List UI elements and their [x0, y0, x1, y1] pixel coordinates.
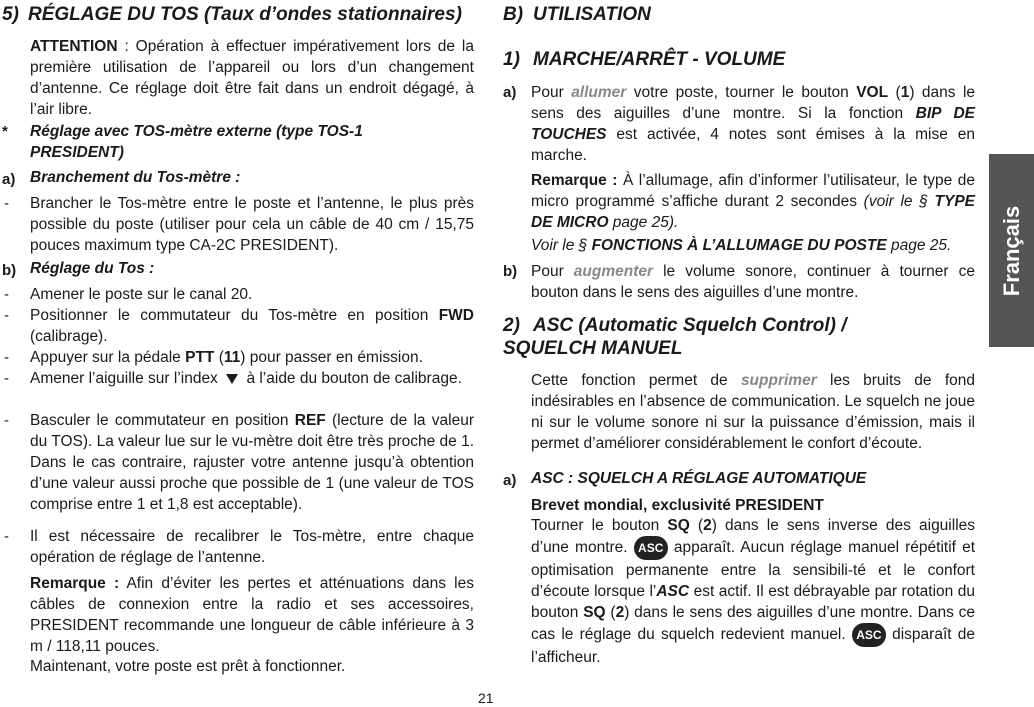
- brevet-line: Brevet mondial, exclusivité PRESIDENT: [531, 497, 824, 514]
- marker-b: b): [503, 263, 518, 280]
- language-label: Français: [998, 205, 1024, 296]
- reglage-tos-heading: Réglage du Tos :: [30, 260, 155, 277]
- list-item: Amener le poste sur le canal 20.: [30, 286, 253, 303]
- augmenter-paragraph: Pour augmenter le volume sonore, continuer à tourner ce bouton dans le sens des aiguilles d’une montre.: [531, 263, 975, 301]
- section-1-heading: 1) MARCHE/ARRÊT - VOLUME: [503, 49, 786, 70]
- marker-a: a): [503, 472, 517, 489]
- index-triangle-icon: [226, 374, 238, 384]
- voir-reference: Voir le § FONCTIONS À L’ALLUMAGE DU POSTE page 25.: [531, 237, 952, 254]
- marker-a: a): [2, 171, 16, 188]
- list-item: Il est nécessaire de recalibrer le Tos-mètre, entre chaque opération de réglage de l’antenne.: [30, 528, 474, 566]
- marker-b: b): [2, 262, 17, 279]
- attention-paragraph: ATTENTION : Opération à effectuer impérativement lors de la première utilisation de l’appareil ou lors d’un changement d’antenne. Ce réglage doit être fait dans un endroit dégagé, à l’air libre.: [30, 38, 474, 118]
- asc-detail-paragraph: Tourner le bouton SQ (2) dans le sens inverse des aiguilles d’une montre. ASC apparaît. Aucun réglage manuel répétitif et optimisation permanente entre la sensibili-té et le confort d’écoute lorsque l’ASC est actif. Il est débrayable par rotation du bouton SQ (2) dans le sens des aiguilles d’une montre. Dans ce cas le réglage du squelch redevient manuel. ASC disparaît de l’afficheur.: [531, 517, 976, 666]
- asc-indicator-icon: ASC: [634, 536, 668, 560]
- branchement-heading: Branchement du Tos-mètre :: [30, 169, 241, 186]
- remarque-paragraph: Remarque : À l’allumage, afin d’informer l’utilisateur, le type de micro programmé s’affiche durant 2 secondes (voir le § TYPE DE MICRO page 25).: [531, 172, 976, 231]
- list-item: Basculer le commutateur en position REF (lecture de la valeur du TOS). La valeur lue sur le vu-mètre doit être très proche de 1. Dans le cas contraire, rajuster votre antenne jusqu’à obtention d’une valeur aussi proche que possible de 1 (une valeur de TOS comprise entre 1 et 1,8 est acceptable).: [30, 412, 474, 513]
- asc-heading: ASC : SQUELCH A RÉGLAGE AUTOMATIQUE: [531, 470, 867, 487]
- section-5-heading: 5) RÉGLAGE DU TOS (Taux d’ondes stationnaires): [2, 4, 462, 25]
- star-marker: *: [2, 123, 8, 140]
- section-2-heading: 2) ASC (Automatic Squelch Control) / SQUELCH MANUEL: [503, 315, 847, 359]
- asc-indicator-icon: ASC: [852, 623, 886, 647]
- language-tab: [989, 154, 1034, 347]
- section-b-heading: B) UTILISATION: [503, 4, 651, 25]
- list-item: Amener l’aiguille sur l’index à l’aide du bouton de calibrage.: [30, 370, 462, 387]
- page-number: 21: [478, 690, 494, 706]
- tos-meter-subheading: Réglage avec TOS-mètre externe (type TOS-1 PRESIDENT): [30, 123, 363, 161]
- allumer-paragraph: Pour allumer votre poste, tourner le bouton VOL (1) dans le sens des aiguilles d’une montre. Si la fonction BIP DE TOUCHES est activée, 4 notes sont émises à la mise en marche.: [531, 84, 976, 164]
- list-item: Appuyer sur la pédale PTT (11) pour passer en émission.: [30, 349, 423, 366]
- remarque-paragraph: Remarque : Afin d’éviter les pertes et atténuations dans les câbles de connexion entre la radio et ses accessoires, PRESIDENT recommande une longueur de câble inférieure à 3 m / 118,11 pouces.: [30, 575, 474, 655]
- final-sentence: Maintenant, votre poste est prêt à fonctionner.: [30, 658, 346, 675]
- marker-a: a): [503, 84, 517, 101]
- list-item: Brancher le Tos-mètre entre le poste et l’antenne, le plus près possible du poste (utiliser pour cela un câble de 40 cm / 15,75 pouces maximum type CA-2C PRESIDENT).: [30, 195, 474, 254]
- asc-intro-paragraph: Cette fonction permet de supprimer les bruits de fond indésirables en l’absence de communication. Le squelch ne joue ni sur le volume sonore ni sur la puissance d’émission, mais il permet d’améliorer considérablement le confort d’écoute.: [531, 372, 975, 452]
- list-item: Positionner le commutateur du Tos-mètre en position FWD (calibrage).: [30, 307, 474, 345]
